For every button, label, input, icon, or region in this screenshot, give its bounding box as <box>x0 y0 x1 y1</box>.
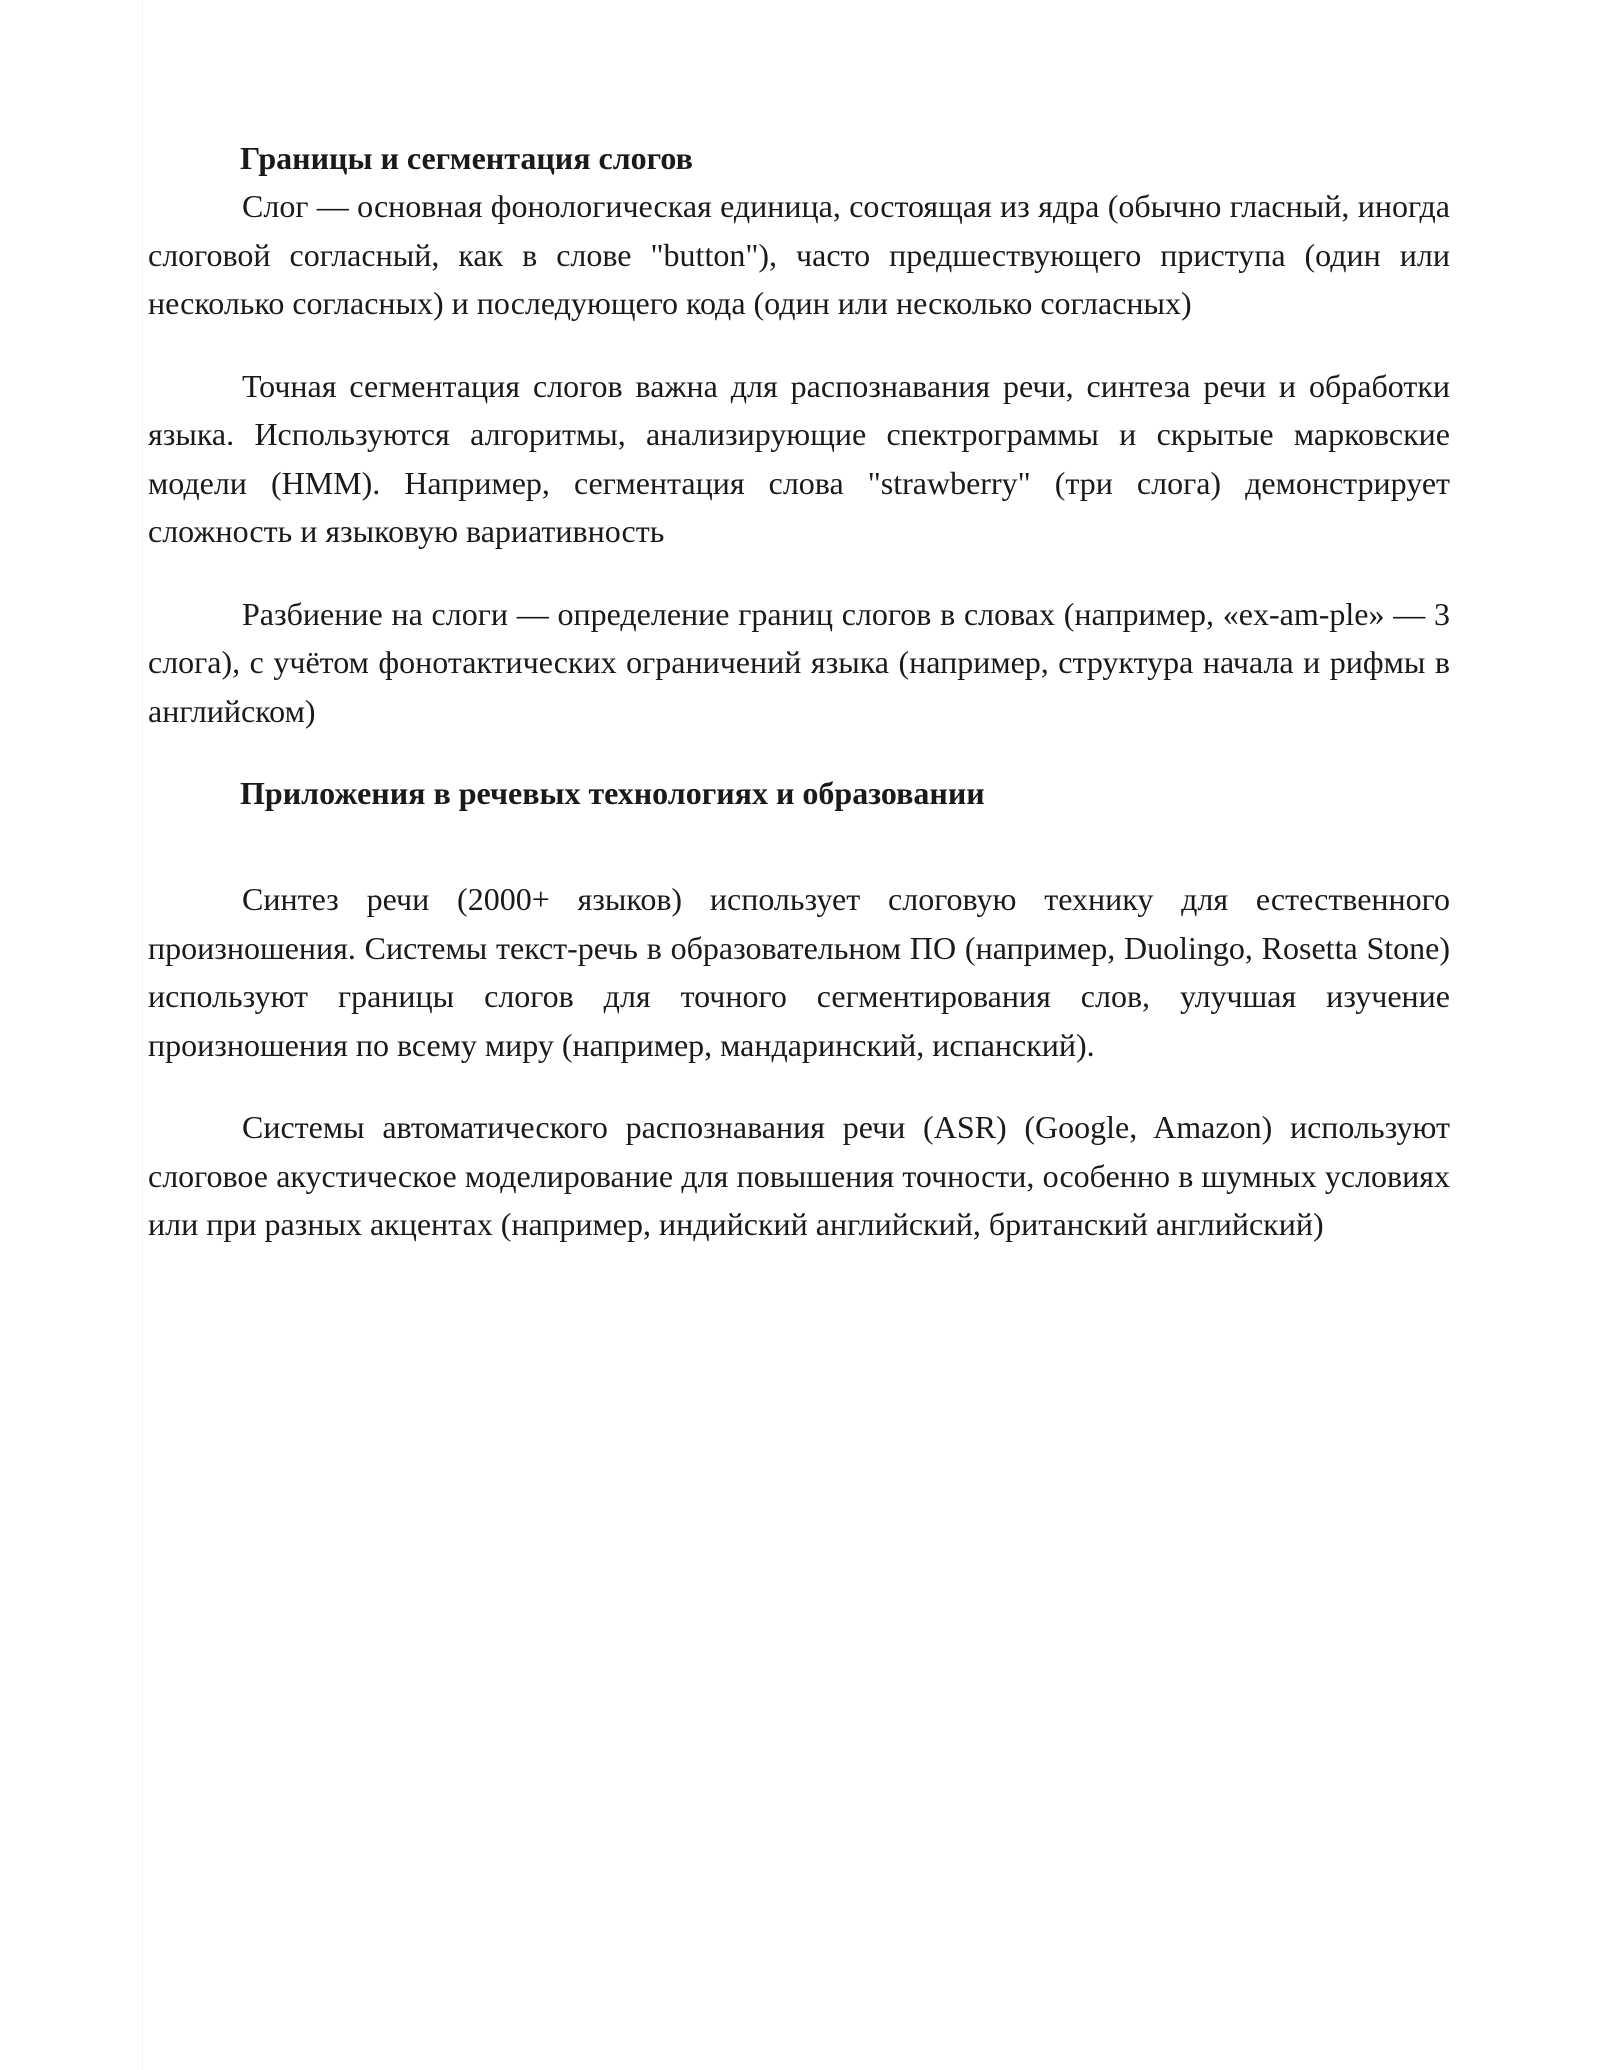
paragraph-spacer <box>148 556 1450 590</box>
paragraph-syllabification: Разбиение на слоги — определение границ слогов в словах (например, «ex-am-ple» — 3 слога), с учётом фонотактических ограничений языка (например, структура начала и рифмы в английском) <box>148 595 1450 729</box>
section-heading-applications: Приложения в речевых технологиях и образовании <box>240 775 985 811</box>
paragraph-spacer <box>148 817 1450 875</box>
paragraph-asr-systems: Системы автоматического распознавания речи (ASR) (Google, Amazon) используют слоговое акустическое моделирование для повышения точности, особенно в шумных условиях или при разных акцентах (например, индийский английский, британский английский) <box>148 1109 1450 1242</box>
page-edge-line <box>142 0 143 2070</box>
paragraph-segmentation-importance: Точная сегментация слогов важна для распознавания речи, синтеза речи и обработки языка. Используются алгоритмы, анализирующие спектрограммы и скрытые марковские модели (HMM). Например, сегментация слова "strawberry" (три слога) демонстрирует сложность и языковую вариативность <box>148 367 1450 549</box>
section-heading-syllable-boundaries: Границы и сегментация слогов <box>240 140 693 176</box>
paragraph-spacer <box>148 735 1450 769</box>
paragraph-spacer <box>148 1069 1450 1103</box>
paragraph-syllable-definition: Слог — основная фонологическая единица, состоящая из ядра (обычно гласный, иногда слоговой согласный, как в слове "button"), часто предшествующего приступа (один или несколько согласных) и последующего кода (один или несколько согласных) <box>148 188 1450 321</box>
paragraph-spacer <box>148 328 1450 362</box>
document-body <box>148 134 1450 1249</box>
paragraph-speech-synthesis: Синтез речи (2000+ языков) использует слоговую технику для естественного произношения. Системы текст-речь в образовательном ПО (например, Duolingo, Rosetta Stone) используют границы слогов для точного сегментирования слов, улучшая изучение произношения по всему миру (например, мандаринский, испанский). <box>148 881 1450 1063</box>
